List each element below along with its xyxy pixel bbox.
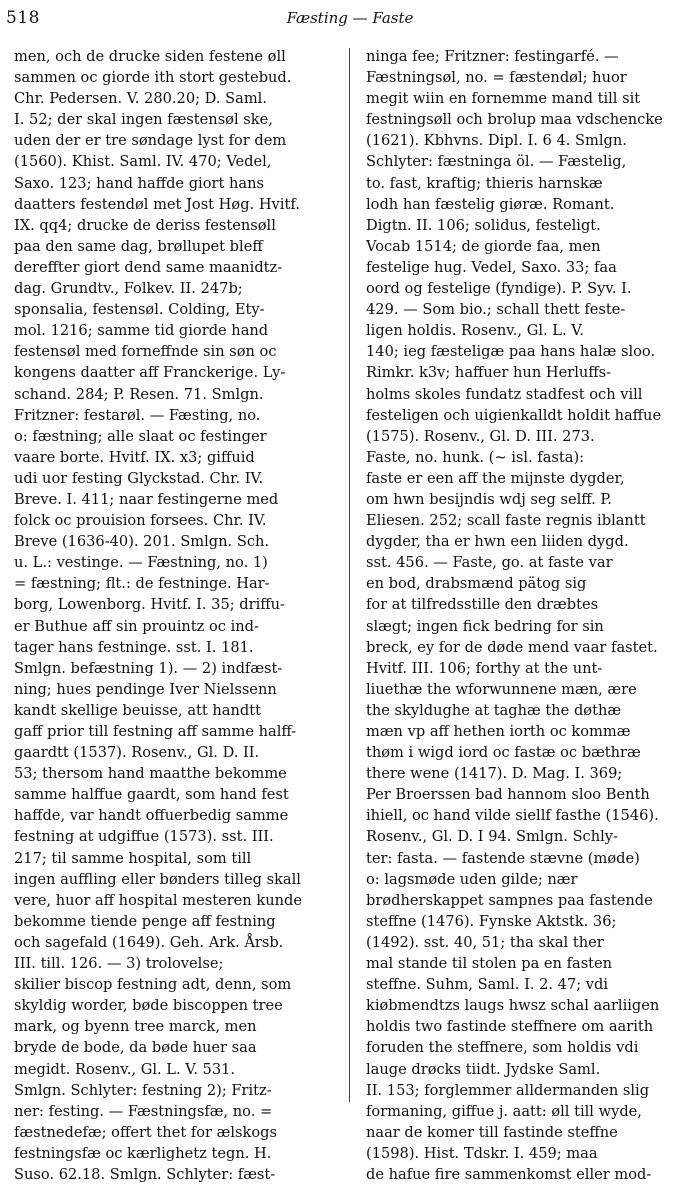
page-header bbox=[0, 8, 700, 36]
text-line: mal stande til stolen pa en fasten bbox=[366, 955, 613, 973]
text-line: Fæstningsøl, no. = fæstendøl; huor bbox=[366, 69, 627, 87]
text-line: Per Broerssen bad hannom sloo Benth bbox=[366, 786, 650, 804]
text-line: to. fast, kraftig; thieris harnskæ bbox=[366, 174, 603, 192]
text-line: dygder, tha er hwn een liiden dygd. bbox=[366, 533, 629, 551]
text-line: och sagefald (1649). Geh. Ark. Årsb. bbox=[14, 933, 284, 951]
text-line: ihiell, oc hand vilde siellf fasthe (1546). bbox=[366, 807, 659, 825]
text-line: skyldig worder, bøde biscoppen tree bbox=[14, 997, 283, 1015]
text-line: gaardtt (1537). Rosenv., Gl. D. II. bbox=[14, 744, 260, 762]
text-line: dag. Grundtv., Folkev. II. 247b; bbox=[14, 280, 243, 298]
text-line: (1575). Rosenv., Gl. D. III. 273. bbox=[366, 427, 595, 445]
text-line: ingen auffling eller bønders tilleg skall bbox=[14, 870, 301, 888]
text-line: brødherskappet sampnes paa fastende bbox=[366, 891, 653, 909]
text-line: de hafue fire sammenkomst eller mod- bbox=[366, 1165, 652, 1183]
text-line: dereffter giort dend same maanidtz- bbox=[14, 258, 283, 276]
text-line: megidt. Rosenv., Gl. L. V. 531. bbox=[14, 1060, 236, 1078]
text-line: paa den same dag, brøllupet bleff bbox=[14, 237, 263, 255]
running-head: Fæsting — Faste bbox=[286, 9, 414, 27]
text-line: Eliesen. 252; scall faste regnis iblantt bbox=[366, 512, 646, 530]
text-line: faste er een aff the mijnste dygder, bbox=[366, 469, 625, 487]
text-line: naar de komer till fastinde steffne bbox=[366, 1123, 618, 1141]
text-line: breck, ey for de døde mend vaar fastet. bbox=[366, 638, 658, 656]
text-line: foruden the steffnere, som holdis vdi bbox=[366, 1039, 639, 1057]
text-line: Hvitf. III. 106; forthy at the unt- bbox=[366, 659, 603, 677]
text-line: there wene (1417). D. Mag. I. 369; bbox=[366, 765, 623, 783]
text-line: Chr. Pedersen. V. 280.20; D. Saml. bbox=[14, 90, 267, 108]
text-line: for at tilfredsstille den dræbtes bbox=[366, 596, 599, 614]
text-line: festensøl med forneffnde sin søn oc bbox=[14, 343, 277, 361]
text-line: er Buthue aff sin prouintz oc ind- bbox=[14, 617, 259, 635]
text-line: uden der er tre søndage lyst for dem bbox=[14, 132, 287, 150]
text-line: liuethæ the wforwunnene mæn, ære bbox=[366, 680, 637, 698]
text-line: folck oc prouision forsees. Chr. IV. bbox=[14, 512, 267, 530]
text-line: I. 52; der skal ingen fæstensøl ske, bbox=[14, 111, 273, 129]
text-line: o: lagsmøde uden gilde; nær bbox=[366, 870, 578, 888]
text-line: festeligen och uigienkalldt holdit haffue bbox=[366, 406, 662, 424]
text-line: II. 153; forglemmer alldermanden slig bbox=[366, 1081, 650, 1099]
text-line: IX. qq4; drucke de deriss festensøll bbox=[14, 216, 276, 234]
text-line: megit wiin en fornemme mand till sit bbox=[366, 90, 641, 108]
text-line: sponsalia, festensøl. Colding, Ety- bbox=[14, 301, 265, 319]
text-line: festningsøll och broluр maa vdschencke bbox=[366, 111, 663, 129]
column-divider bbox=[349, 48, 350, 1102]
text-line: Breve. I. 411; naar festingerne med bbox=[14, 490, 279, 508]
text-line: festningsfæ oc kærlighetz tegn. H. bbox=[14, 1144, 272, 1162]
text-line: festning at udgiffue (1573). sst. III. bbox=[14, 828, 274, 846]
text-line: oord og festelige (fyndige). P. Syv. I. bbox=[366, 280, 632, 298]
text-line: daatters festendøl met Jost Høg. Hvitf. bbox=[14, 195, 300, 213]
text-line: slægt; ingen fick bedring for sin bbox=[366, 617, 604, 635]
text-line: schand. 284; P. Resen. 71. Smlgn. bbox=[14, 385, 264, 403]
text-line: en bod, drabsmænd pätog sig bbox=[366, 575, 587, 593]
text-line: (1598). Hist. Tdskr. I. 459; maa bbox=[366, 1144, 598, 1162]
text-line: Schlyter: fæstninga öl. — Fæstelig, bbox=[366, 153, 627, 171]
text-line: bryde de bode, da bøde huer saa bbox=[14, 1039, 257, 1057]
text-line: 217; til samme hospital, som till bbox=[14, 849, 252, 867]
text-line: Smlgn. befæstning 1). — 2) indfæst- bbox=[14, 659, 283, 677]
text-line: Suso. 62.18. Smlgn. Schlyter: fæst- bbox=[14, 1165, 276, 1183]
text-line: holms skoles fundatz stadfest och vill bbox=[366, 385, 643, 403]
left-column bbox=[14, 46, 342, 1185]
text-line: sammen oc giorde ith stort gestebud. bbox=[14, 69, 292, 87]
text-line: sst. 456. — Faste, go. at faste var bbox=[366, 554, 613, 572]
right-column bbox=[366, 46, 694, 1185]
text-line: (1560). Khist. Saml. IV. 470; Vedel, bbox=[14, 153, 272, 171]
text-line: lodh han fæstelig giøræ. Romant. bbox=[366, 195, 615, 213]
text-line: the skyldughe at taghæ the døthæ bbox=[366, 701, 622, 719]
text-line: vere, huor aff hospital mesteren kunde bbox=[14, 891, 302, 909]
text-line: = fæstning; flt.: de festninge. Har- bbox=[14, 575, 270, 593]
text-line: kiøbmendtzs laugs hwsz schal aarliigen bbox=[366, 997, 660, 1015]
text-line: formaning, giffue j. aatt: øll till wyde, bbox=[366, 1102, 642, 1120]
text-line: 140; ieg fæsteligæ paa hans halæ sloo. bbox=[366, 343, 656, 361]
text-line: 429. — Som bio.; schall thett feste- bbox=[366, 301, 626, 319]
text-line: ter: fasta. — fastende stævne (møde) bbox=[366, 849, 640, 867]
text-line: ning; hues pendinge Iver Nielssenn bbox=[14, 680, 277, 698]
text-line: Rosenv., Gl. D. I 94. Smlgn. Schly- bbox=[366, 828, 618, 846]
text-line: ligen holdis. Rosenv., Gl. L. V. bbox=[366, 322, 584, 340]
text-line: ninga fee; Fritzner: festingarfé. — bbox=[366, 48, 619, 65]
text-line: (1621). Kbhvns. Dipl. I. 6 4. Smlgn. bbox=[366, 132, 627, 150]
text-line: tager hans festninge. sst. I. 181. bbox=[14, 638, 254, 656]
text-line: kongens daatter aff Franckerige. Ly- bbox=[14, 364, 286, 382]
text-line: III. till. 126. — 3) trolovelse; bbox=[14, 955, 224, 973]
text-line: Fritzner: festarøl. — Fæsting, no. bbox=[14, 406, 261, 424]
text-line: Breve (1636-40). 201. Smlgn. Sch. bbox=[14, 533, 270, 551]
text-line: o: fæstning; alle slaat oc festinger bbox=[14, 427, 267, 445]
text-line: steffne. Suhm, Saml. I. 2. 47; vdi bbox=[366, 976, 609, 994]
text-line: Faste, no. hunk. (~ isl. fasta): bbox=[366, 448, 585, 466]
text-line: samme halffue gaardt, som hand fest bbox=[14, 786, 289, 804]
text-line: festelige hug. Vedel, Saxo. 33; faa bbox=[366, 258, 617, 276]
text-line: vaare borte. Hvitf. IX. x3; giffuid bbox=[14, 448, 255, 466]
text-line: fæstnedefæ; offert thet for ælskogs bbox=[14, 1123, 277, 1141]
text-line: Vocab 1514; de giorde faa, men bbox=[366, 237, 601, 255]
text-line: skilier biscop festning adt, denn, som bbox=[14, 976, 292, 994]
text-line: lauge drøcks tiidt. Jydske Saml. bbox=[366, 1060, 601, 1078]
text-line: ner: festing. — Fæstningsfæ, no. = bbox=[14, 1102, 273, 1120]
text-line: mol. 1216; samme tid giorde hand bbox=[14, 322, 269, 340]
text-line: haffde, var handt offuerbedig samme bbox=[14, 807, 289, 825]
text-line: (1492). sst. 40, 51; tha skal ther bbox=[366, 933, 604, 951]
text-line: udi uor festing Glyckstad. Chr. IV. bbox=[14, 469, 264, 487]
text-line: Smlgn. Schlyter: festning 2); Fritz- bbox=[14, 1081, 272, 1099]
text-line: mark, og byenn tree marck, men bbox=[14, 1018, 257, 1036]
text-line: Digtn. II. 106; solidus, festeligt. bbox=[366, 216, 601, 234]
text-line: gaff prior till festning aff samme halff- bbox=[14, 723, 297, 740]
text-line: men, och de drucke siden festene øll bbox=[14, 48, 286, 65]
text-line: kandt skellige beuisse, att handtt bbox=[14, 701, 261, 719]
text-line: steffne (1476). Fynske Aktstk. 36; bbox=[366, 912, 617, 930]
text-line: borg, Lowenborg. Hvitf. I. 35; driffu- bbox=[14, 596, 285, 614]
text-line: u. L.: vestinge. — Fæstning, no. 1) bbox=[14, 554, 268, 572]
text-line: thøm i wigd iord oc fastæ oc bæthræ bbox=[366, 744, 641, 762]
text-line: 53; thersom hand maatthe bekomme bbox=[14, 765, 287, 783]
text-line: Saxo. 123; hand haffde giort hans bbox=[14, 174, 264, 192]
text-line: om hwn besijndis wdj seg selff. P. bbox=[366, 490, 612, 508]
text-line: mæn vp aff hethen iorth oc kommæ bbox=[366, 723, 631, 740]
text-line: bekomme tiende penge aff festning bbox=[14, 912, 276, 930]
text-line: Rimkr. k3v; haffuer hun Herluffs- bbox=[366, 364, 612, 382]
text-line: holdis two fastinde steffnere om aarith bbox=[366, 1018, 654, 1036]
page-number: 518 bbox=[6, 8, 40, 28]
